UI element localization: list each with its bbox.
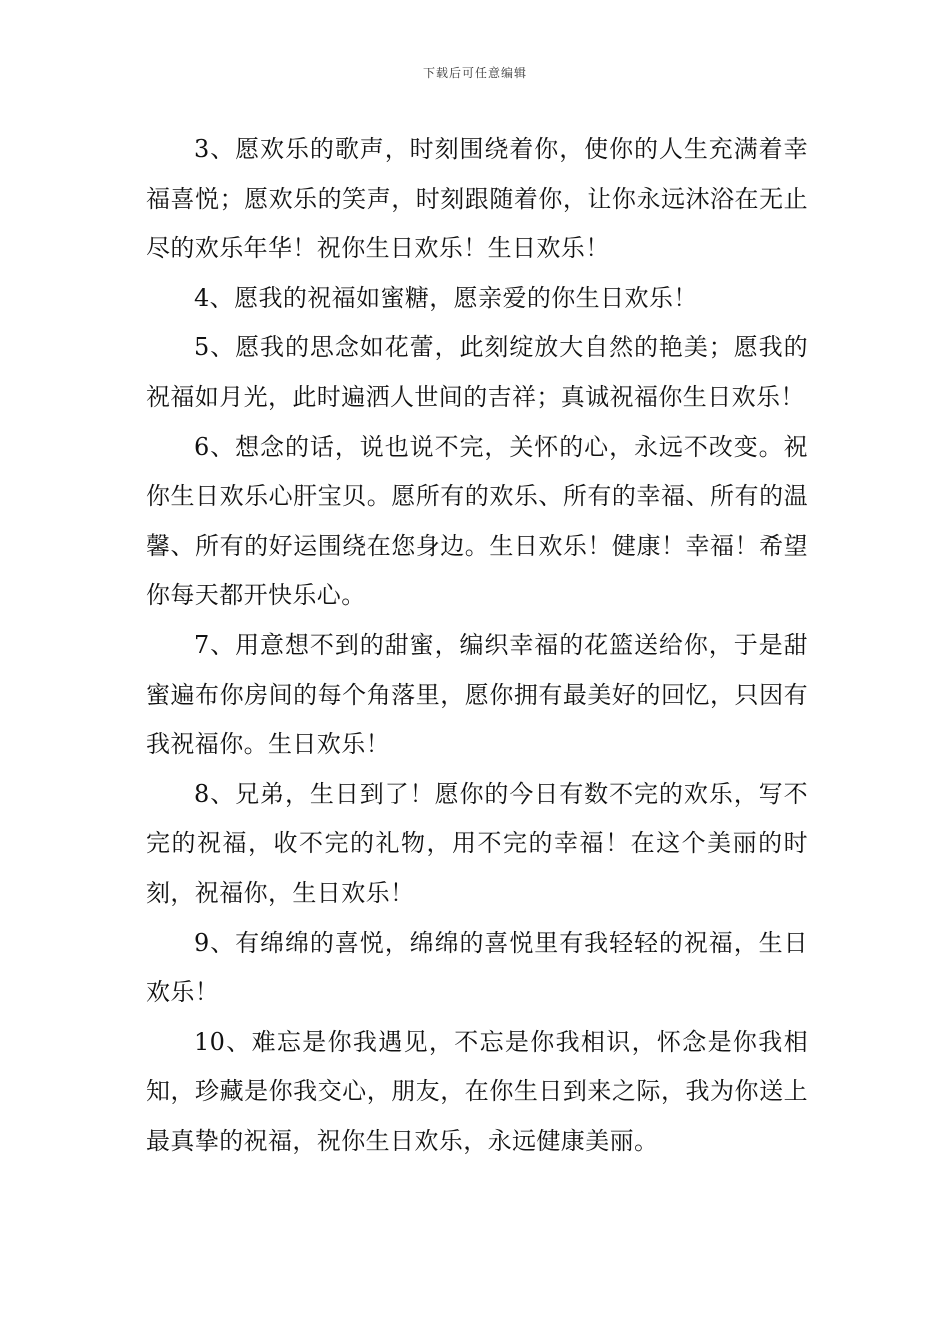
paragraph-6: 6、想念的话，说也说不完，关怀的心，永远不改变。祝你生日欢乐心肝宝贝。愿所有的欢乐、所有的幸福、所有的温馨、所有的好运围绕在您身边。生日欢乐！健康！幸福！希望你每天都开快乐心。 (146, 432, 808, 610)
document-body (146, 125, 808, 1166)
paragraph-8: 8、兄弟，生日到了！愿你的今日有数不完的欢乐，写不完的祝福，收不完的礼物，用不完的幸福！在这个美丽的时刻，祝福你，生日欢乐！ (146, 779, 808, 907)
paragraph-3: 3、愿欢乐的歌声，时刻围绕着你，使你的人生充满着幸福喜悦；愿欢乐的笑声，时刻跟随着你，让你永远沐浴在无止尽的欢乐年华！祝你生日欢乐！生日欢乐！ (146, 135, 808, 263)
paragraph-9: 9、有绵绵的喜悦，绵绵的喜悦里有我轻轻的祝福，生日欢乐！ (146, 928, 808, 1007)
header-note: 下载后可任意编辑 (422, 66, 527, 80)
paragraph-7: 7、用意想不到的甜蜜，编织幸福的花篮送给你，于是甜蜜遍布你房间的每个角落里，愿你拥有最美好的回忆，只因有我祝福你。生日欢乐！ (146, 630, 808, 759)
paragraph-4: 4、愿我的祝福如蜜糖，愿亲爱的你生日欢乐！ (194, 283, 698, 312)
paragraph-10: 10、难忘是你我遇见，不忘是你我相识，怀念是你我相知，珍藏是你我交心，朋友，在你生日到来之际，我为你送上最真挚的祝福，祝你生日欢乐，永远健康美丽。 (146, 1027, 808, 1155)
paragraph-5: 5、愿我的思念如花蕾，此刻绽放大自然的艳美；愿我的祝福如月光，此时遍洒人世间的吉祥；真诚祝福你生日欢乐！ (146, 333, 808, 411)
